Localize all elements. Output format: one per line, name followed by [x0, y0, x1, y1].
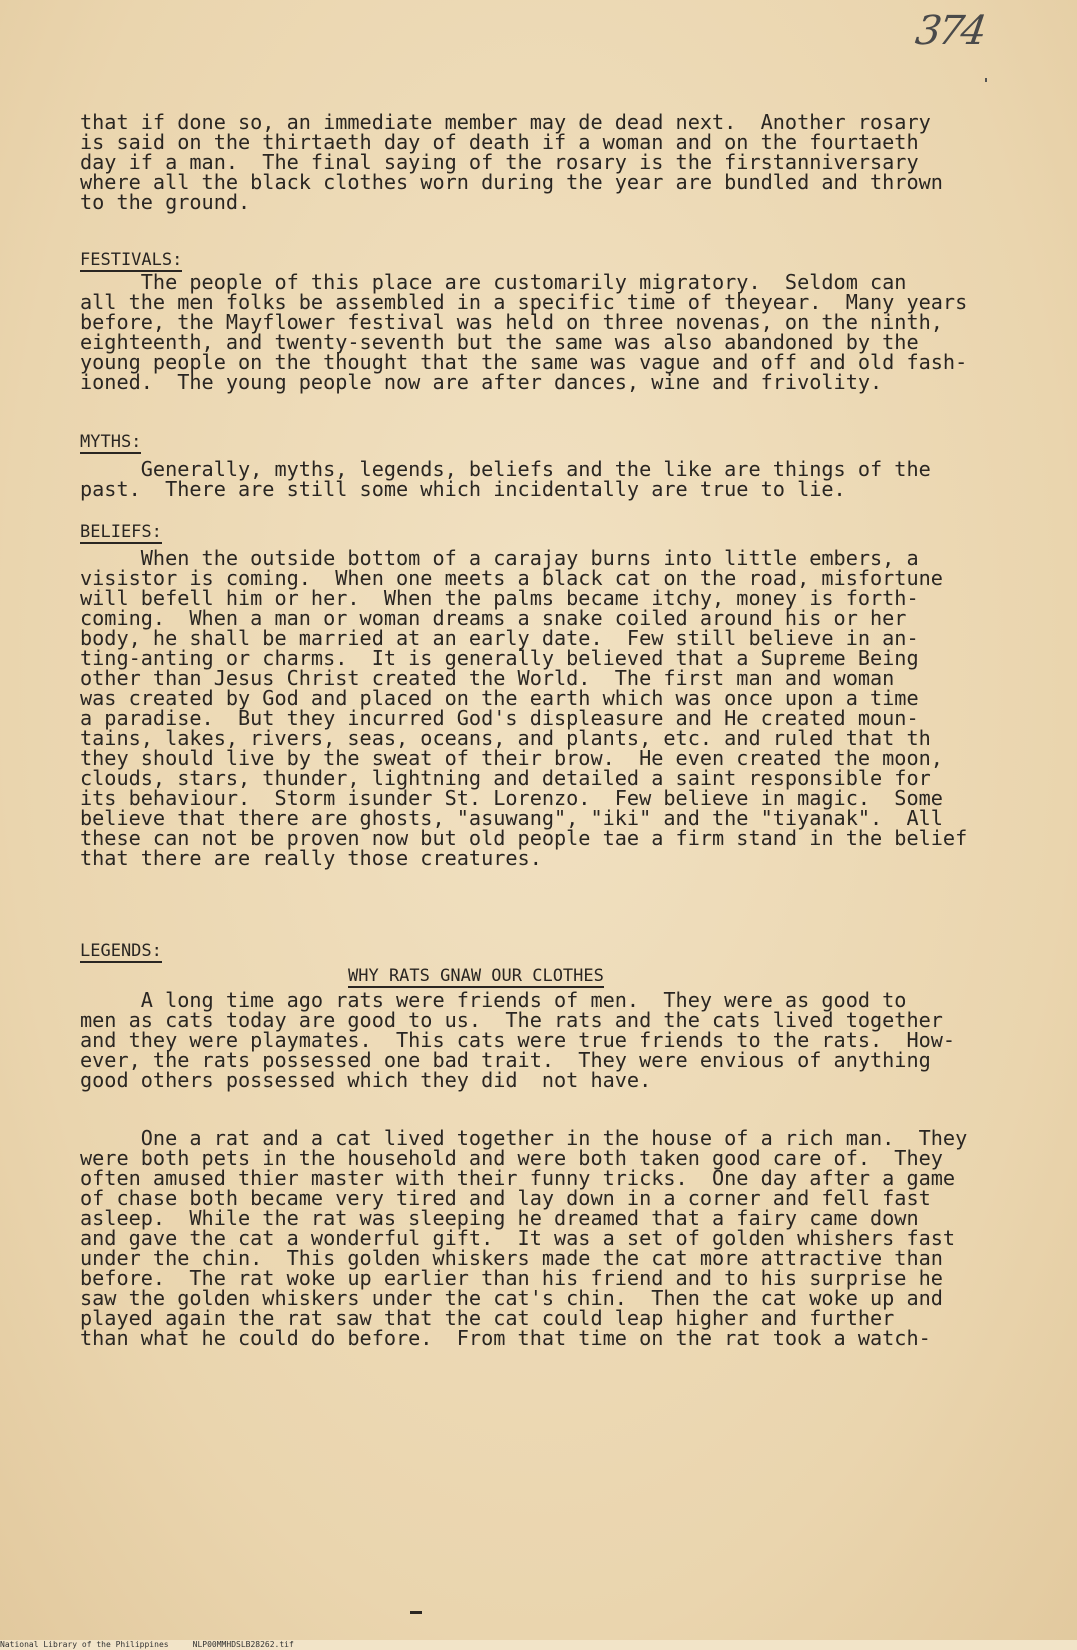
page-number: 374	[912, 8, 987, 54]
heading-festivals: FESTIVALS:	[80, 250, 183, 270]
heading-beliefs: BELIEFS:	[80, 522, 162, 542]
intro-paragraph: that if done so, an immediate member may de dead next. Another rosary is said on the thirtaeth day of death if a woman and on the fourtaeth day if a man. The final saying of the rosary is the firstanniversary where all the black clothes worn during the year are bundled and thrown to the ground.	[80, 110, 943, 214]
scan-footer: National Library of the Philippines NLP00MMHDSLB28262.tif	[0, 1640, 1077, 1650]
legend-paragraph-2: One a rat and a cat lived together in the house of a rich man. They were both pets in the household and were both taken good care of. They often amused thier master with their funny tricks. One day after a game of chase both became very tired and lay down in a corner and fell fast asleep. While the rat was sleeping he dreamed that a fairy came down and gave the cat a wonderful gift. It was a set of golden whishers fast under the chin. This golden whiskers made the cat more attractive than before. The rat woke up earlier than his friend and to his surprise he saw the golden whiskers under the cat's chin. Then the cat woke up and played again the rat saw that the cat could leap higher and further than what he could do before. From that time on the rat took a watch-	[80, 1126, 968, 1350]
festivals-paragraph: The people of this place are customarily migratory. Seldom can all the men folks be assembled in a specific time of theyear. Many years before, the Mayflower festival was held on three novenas, on the ninth, eighteenth, and twenty-seventh but the same was also abandoned by the young people on the thought that the same was vague and off and old fash- ioned. The young people now are after dances, wine and frivolity.	[80, 270, 968, 394]
page-dash	[410, 1611, 422, 1614]
margin-mark	[985, 78, 987, 82]
heading-legends: LEGENDS:	[80, 941, 162, 961]
heading-myths: MYTHS:	[80, 432, 142, 452]
legend-paragraph-1: A long time ago rats were friends of men. They were as good to men as cats today are good to us. The rats and the cats lived together and they were playmates. This cats were true friends to the rats. How- ever, the rats possessed one bad trait. They were envious of anything good others possessed which they did not have.	[80, 988, 956, 1092]
beliefs-paragraph: When the outside bottom of a carajay burns into little embers, a visistor is coming. When one meets a black cat on the road, misfortune will befell him or her. When the palms became itchy, money is forth- coming. When a man or woman dreams a snake coiled around his or her body, he shall be married at an early date. Few still believe in an- ting-anting or charms. It is generally believed that a Supreme Being other than Jesus Christ created the World. The first man and woman was created by God and placed on the earth which was once upon a time a paradise. But they incurred God's displeasure and He created moun- tains, lakes, rivers, seas, oceans, and plants, etc. and ruled that th they should live by the sweat of their brow. He even created the moon, clouds, stars, thunder, lightning and detailed a saint responsible for its behaviour. Storm isunder St. Lorenzo. Few believe in magic. Some believe that there are ghosts, "asuwang", "iki" and the "tiyanak". All these can not be proven now but old people tae a firm stand in the belief that there are really those creatures.	[80, 546, 968, 870]
myths-paragraph: Generally, myths, legends, beliefs and the like are things of the past. There are still some which incidentally are true to lie.	[80, 457, 931, 501]
legend-title: WHY RATS GNAW OUR CLOTHES	[348, 966, 604, 986]
